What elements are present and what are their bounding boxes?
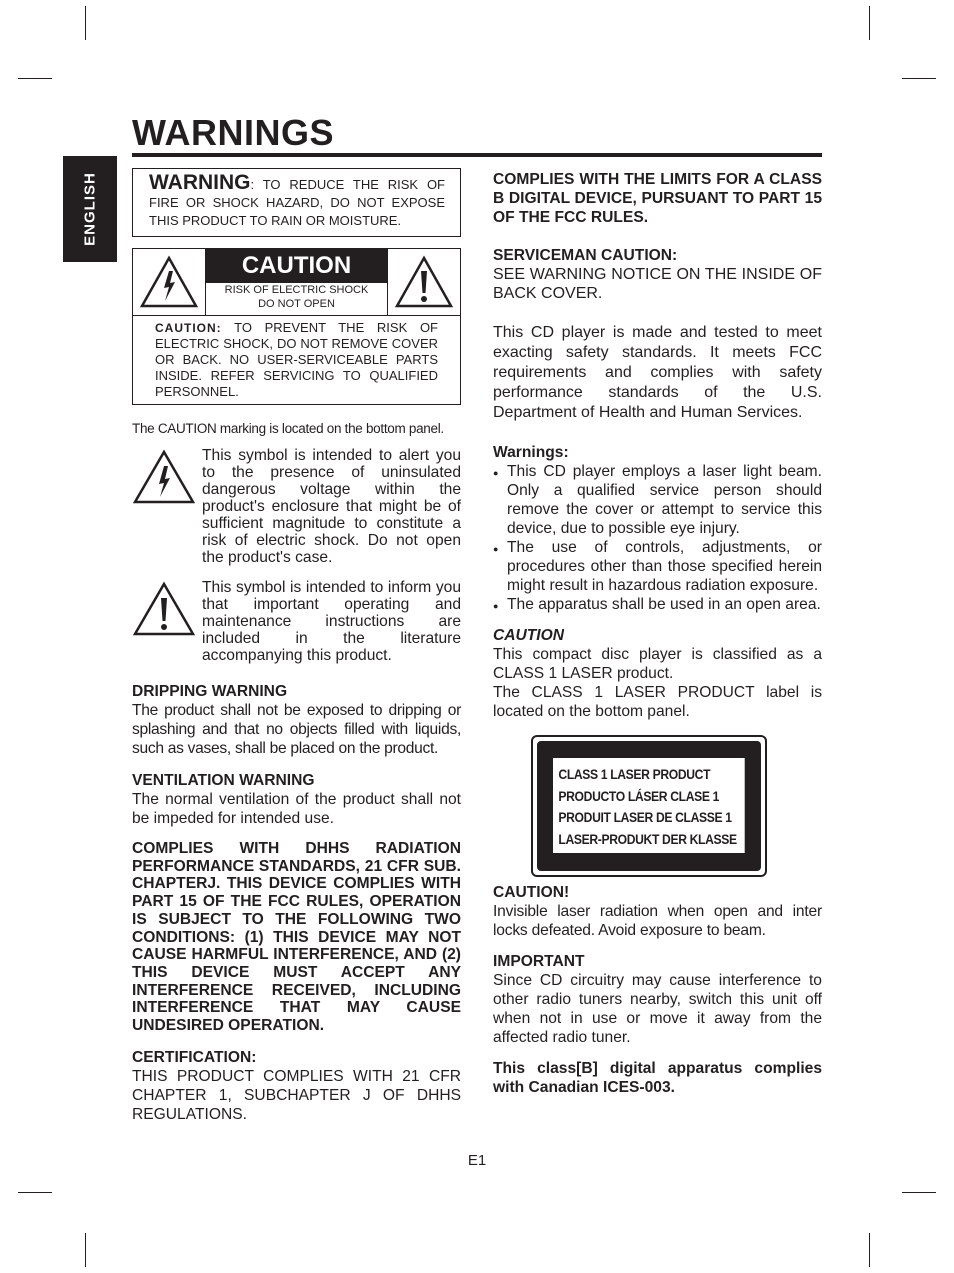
crop-mark (18, 1192, 52, 1193)
laser-product-label (531, 735, 767, 877)
caution-body-text: TO PREVENT THE RISK OF ELECTRIC SHOCK, DO NOT REMOVE COVER OR BACK. NO USER-SERVICEABLE PARTS INSIDE. REFER SERVICING TO QUALIFIED PERSONNEL. (155, 320, 438, 399)
crop-mark (18, 78, 52, 79)
fcc-limits-block: COMPLIES WITH THE LIMITS FOR A CLASS B DIGITAL DEVICE, PURSUANT TO PART 15 OF THE FCC RULES. (493, 171, 822, 226)
language-tab (63, 156, 117, 262)
safety-paragraph: This CD player is made and tested to meet exacting safety standards. It meets FCC requirements and complies with safety performance standards of the U.S. Department of Health and Human Services. (493, 324, 822, 421)
laser-label-line: LASER-PRODUKT DER KLASSE 1 (558, 831, 737, 868)
laser-label-line: PRODUIT LASER DE CLASSE 1 (558, 810, 732, 825)
caution-box (132, 248, 461, 405)
dripping-text: The product shall not be exposed to dripping or splashing and that no objects filled with liquids, such as vases, shall be placed on the product. (132, 702, 461, 757)
invisible-caution-text: Invisible laser radiation when open and inter locks defeated. Avoid exposure to beam. (493, 903, 822, 939)
important-text: Since CD circuitry may cause interference to other radio tuners nearby, switch this unit off when not in use or move it away from the affected radio tuner. (493, 972, 822, 1046)
caution-heading: CAUTION (206, 249, 387, 283)
dhhs-compliance-block: COMPLIES WITH DHHS RADIATION PERFORMANCE STANDARDS, 21 CFR SUB. CHAPTERJ. THIS DEVICE COMPLIES WITH PART 15 OF THE FCC RULES, OPERATION IS SUBJECT TO THE FOLLOWING TWO CONDITIONS: (1) THIS DEVICE MAY NOT CAUSE HARMFUL INTERFERENCE, AND (2) THIS DEVICE MUST ACCEPT ANY INTERFERENCE RECEIVED, INCLUDING INTERFERENCE THAT MAY CAUSE UNDESIRED OPERATION. (132, 840, 461, 1035)
warning-box (132, 168, 461, 237)
canada-compliance-note: This class[B] digital apparatus complies with Canadian ICES-003. (493, 1060, 822, 1096)
crop-mark (869, 6, 870, 40)
symbol-note-exclamation (132, 579, 461, 664)
language-tab-label: ENGLISH (81, 172, 99, 246)
laser-caution-line-1: This compact disc player is classified as a CLASS 1 LASER product. (493, 646, 822, 682)
crop-mark (902, 78, 936, 79)
list-item: ● The use of controls, adjustments, or procedures other than those specified herein might result in hazardous radiation exposure. (493, 538, 822, 595)
caution-body-lead: CAUTION: (155, 321, 222, 335)
laser-caution-heading: CAUTION (493, 627, 565, 644)
invisible-radiation-caution (493, 883, 822, 940)
serviceman-text: SEE WARNING NOTICE ON THE INSIDE OF BACK COVER. (493, 266, 822, 302)
page-title: WARNINGS (132, 112, 334, 153)
warnings-list (493, 462, 822, 614)
dripping-warning (132, 682, 461, 758)
warning-text: : TO REDUCE THE RISK OF FIRE OR SHOCK HAZARD, DO NOT EXPOSE THIS PRODUCT TO RAIN OR MOISTURE. (149, 177, 445, 228)
exclamation-icon (388, 249, 460, 315)
lightning-icon (133, 249, 205, 315)
dripping-heading: DRIPPING WARNING (132, 683, 288, 700)
crop-mark (85, 6, 86, 40)
caution-location-note: The CAUTION marking is located on the bottom panel. (132, 421, 444, 436)
exclamation-symbol-text: This symbol is intended to inform you that important operating and maintenance instructions are included in the literature accompanying this product. (202, 579, 461, 664)
certification-text: THIS PRODUCT COMPLIES WITH 21 CFR CHAPTER 1, SUBCHAPTER J OF DHHS REGULATIONS. (132, 1067, 461, 1123)
caution-subline-2: DO NOT OPEN (258, 298, 335, 310)
warnings-heading: Warnings: (493, 444, 569, 461)
important-section (493, 952, 822, 1047)
certification-heading: CERTIFICATION: (132, 1048, 257, 1066)
laser-caution-line-2: The CLASS 1 LASER PRODUCT label is located on the bottom panel. (493, 684, 822, 720)
laser-caution (493, 626, 822, 721)
caution-subline-1: RISK OF ELECTRIC SHOCK (224, 284, 369, 296)
crop-mark (902, 1192, 936, 1193)
lightning-symbol-text: This symbol is intended to alert you to the presence of uninsulated dangerous voltage within the product's enclosure that might be of sufficient magnitude to constitute a risk of electric shock. Do not open the product's case. (202, 447, 461, 566)
serviceman-heading: SERVICEMAN CAUTION: (493, 247, 678, 264)
lightning-icon (132, 447, 202, 566)
symbol-note-lightning (132, 447, 461, 566)
ventilation-text: The normal ventilation of the product shall not be impeded for intended use. (132, 791, 461, 827)
list-item: ● The apparatus shall be used in an open area. (493, 595, 822, 614)
ventilation-heading: VENTILATION WARNING (132, 772, 315, 789)
crop-mark (85, 1233, 86, 1267)
invisible-caution-heading: CAUTION! (493, 884, 570, 901)
laser-label-line: CLASS 1 LASER PRODUCT (558, 767, 711, 782)
warnings-section (493, 443, 822, 614)
left-column (132, 168, 461, 1124)
laser-label-line: PRODUCTO LÁSER CLASE 1 (558, 788, 720, 804)
title-rule (132, 153, 822, 157)
page-number: E1 (467, 1152, 487, 1169)
list-item: ● This CD player employs a laser light beam. Only a qualified service person should remove the cover or attempt to service this device, due to possible eye injury. (493, 462, 822, 538)
ventilation-warning (132, 771, 461, 828)
serviceman-caution (493, 246, 822, 303)
warning-lead: WARNING (149, 171, 251, 194)
certification (132, 1048, 461, 1124)
exclamation-icon (132, 579, 202, 664)
caution-body (133, 316, 460, 404)
right-column (493, 170, 822, 1097)
crop-mark (869, 1233, 870, 1267)
important-heading: IMPORTANT (493, 953, 585, 970)
